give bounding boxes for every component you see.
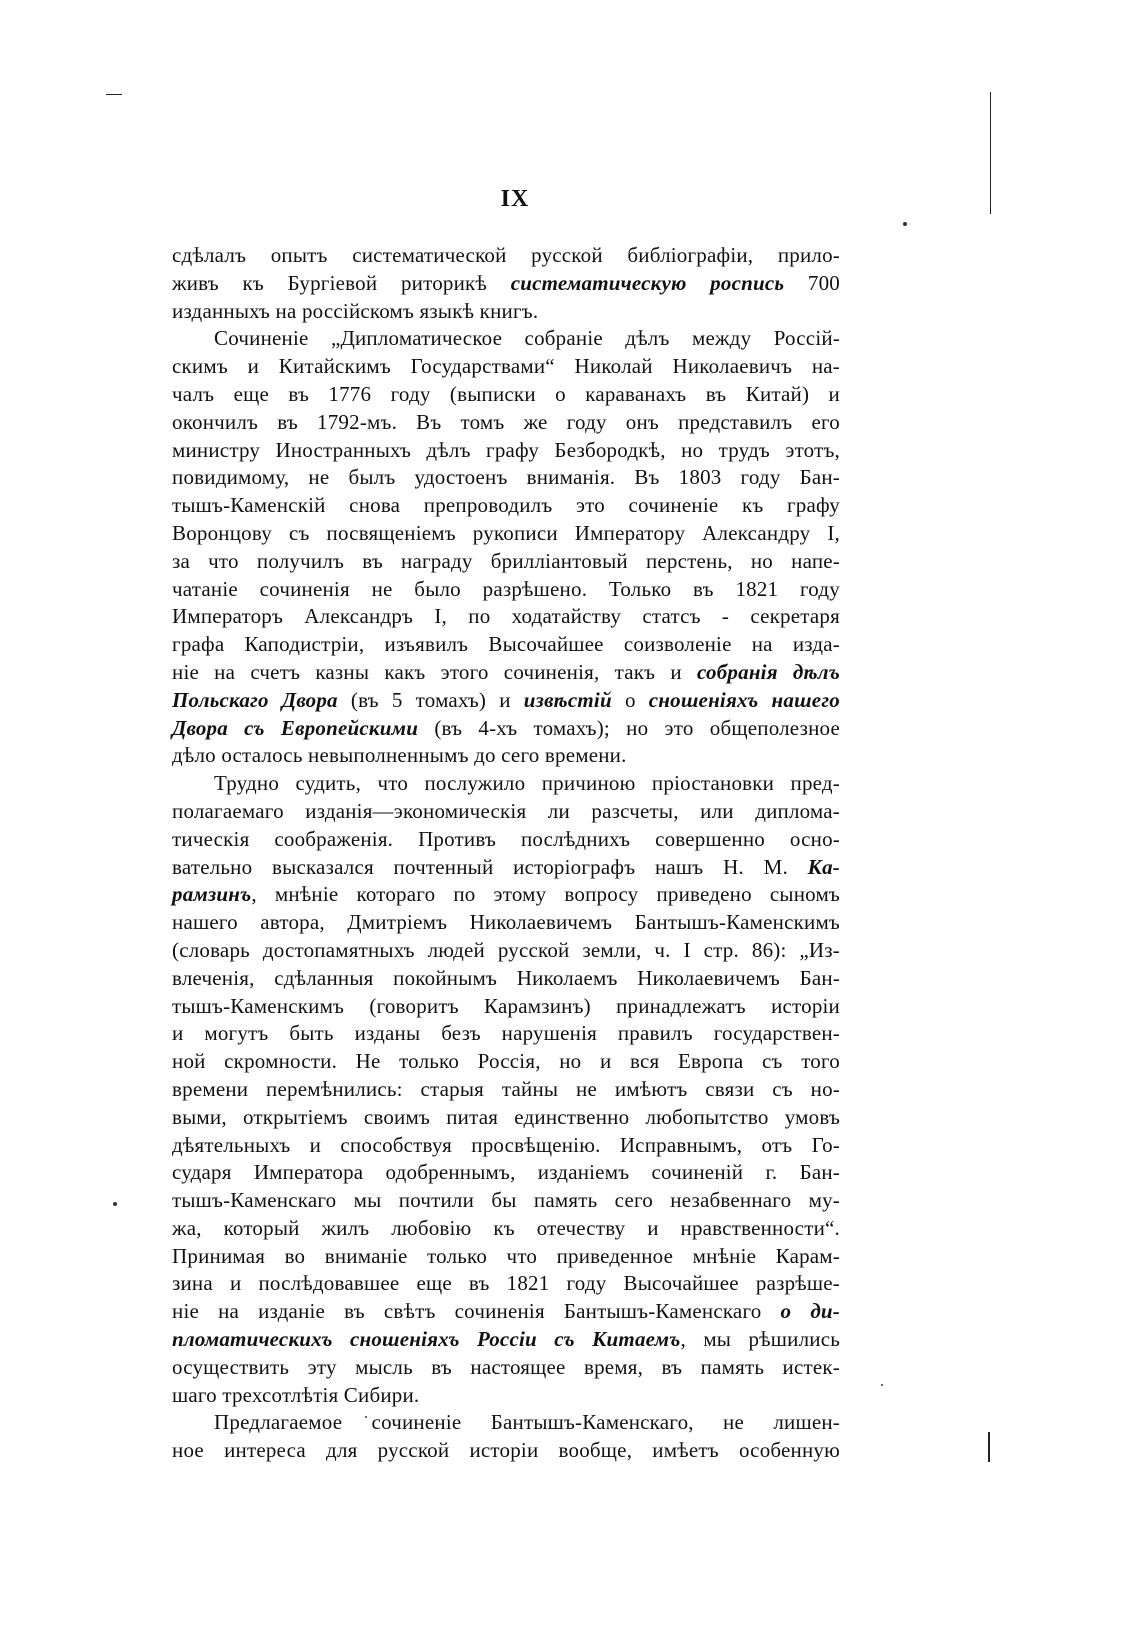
page-number: IX: [500, 186, 530, 212]
italic-phrase: рамзинъ: [172, 882, 252, 907]
text-line: [172, 1326, 840, 1354]
italic-phrase: извѣстій: [523, 687, 612, 712]
text-line: влеченія, сдѣланныя покойнымъ Николаемъ Николаевичемъ Бан-: [172, 965, 840, 990]
scan-edge-line-right-bottom: [988, 1432, 990, 1462]
text-line: [172, 1298, 840, 1326]
text-line: [172, 687, 840, 715]
text-line: Предлагаемое сочиненіе Бантышъ-Каменскаго, не лишен-: [214, 1410, 840, 1435]
text-line: изданныхъ на россійскомъ языкѣ книгъ.: [172, 298, 539, 323]
text-line: шаго трехсотлѣтія Сибири.: [172, 1382, 420, 1407]
text-run: живъ къ Бургіевой риторикѣ: [172, 270, 511, 295]
text-line: Сочиненіе „Дипломатическое собраніе дѣлъ между Россій-: [214, 326, 840, 351]
text-line: (словарь достопамятныхъ людей русской земли, ч. I стр. 86): „Из-: [172, 937, 840, 962]
italic-phrase: сношеніяхъ нашего: [648, 687, 840, 712]
text-line: [172, 854, 840, 882]
text-line: ное интереса для русской исторіи вообще, имѣетъ особенную: [172, 1438, 840, 1463]
text-line: тическія соображенія. Противъ послѣднихъ совершенно осно-: [172, 826, 840, 851]
text-run: 700: [784, 270, 840, 295]
text-line: окончилъ въ 1792-мъ. Въ томъ же году онъ представилъ его: [172, 409, 840, 434]
text-run: , мнѣніе котораго по этому вопросу приведено сыномъ: [251, 882, 840, 907]
italic-phrase: собранія дѣлъ: [697, 659, 840, 684]
body-text: [172, 242, 840, 1465]
text-line: скимъ и Китайскимъ Государствами“ Николай Николаевичъ на-: [172, 354, 840, 379]
text-line: жа, который жилъ любовію къ отечеству и нравственности“.: [172, 1215, 840, 1240]
text-line: зина и послѣдовавшее еще въ 1821 году Высочайшее разрѣше-: [172, 1271, 840, 1296]
text-line: нашего автора, Дмитріемъ Николаевичемъ Бантышъ-Каменскимъ: [172, 910, 840, 935]
text-line: времени перемѣнились: старыя тайны не имѣютъ связи съ но-: [172, 1076, 840, 1101]
text-line: дѣятельныхъ и способствуя просвѣщенію. Исправнымъ, отъ Го-: [172, 1132, 840, 1157]
italic-phrase: Польскаго Двора: [172, 687, 338, 712]
text-line: повидимому, не былъ удостоенъ вниманія. Въ 1803 году Бан-: [172, 465, 840, 490]
text-line: тышъ-Каменскимъ (говоритъ Карамзинъ) принадлежатъ исторіи: [172, 993, 840, 1018]
italic-phrase: Ка-: [807, 854, 840, 879]
text-line: выми, открытіемъ своимъ питая единственно любопытство умовъ: [172, 1104, 840, 1129]
text-run: ніе на счетъ казны какъ этого сочиненія, такъ и: [172, 659, 698, 684]
text-line: дѣло осталось невыполненнымъ до сего времени.: [172, 743, 627, 768]
text-line: ной скромности. Не только Россія, но и вся Европа съ того: [172, 1049, 840, 1074]
text-line: чалъ еще въ 1776 году (выписки о караванахъ въ Китай) и: [172, 381, 840, 406]
italic-phrase: Двора съ Европейскими: [172, 715, 419, 740]
text-line: министру Иностранныхъ дѣлъ графу Безбородкѣ, но трудъ этотъ,: [172, 437, 840, 462]
scan-speck: [903, 222, 907, 226]
text-line: Трудно судить, что послужило причиною пріостановки пред-: [214, 771, 840, 796]
text-line: полагаемаго изданія—экономическія ли разсчеты, или диплома-: [172, 798, 840, 823]
text-line: осуществить эту мысль въ настоящее время, въ память истек-: [172, 1354, 840, 1379]
scan-speck: [881, 1384, 883, 1386]
text-run: (въ 4-хъ томахъ); но это общеполезное: [418, 715, 840, 740]
italic-phrase: пломатическихъ сношеніяхъ Россіи съ Китаемъ: [172, 1327, 681, 1352]
italic-phrase: о ди-: [780, 1299, 841, 1324]
text-line: за что получилъ въ награду бриллiантовый перстень, но напе-: [172, 548, 840, 573]
text-line: сдѣлалъ опытъ систематической русской библіографіи, прило-: [172, 243, 840, 267]
text-run: ніе на изданіе въ свѣтъ сочиненія Бантышъ-Каменскаго: [172, 1299, 781, 1324]
text-line: тышъ-Каменскій снова препроводилъ это сочиненіе къ графу: [172, 493, 840, 518]
scan-margin-mark-top-left: [106, 94, 122, 95]
text-run: вательно высказался почтенный исторіографъ нашъ Н. М.: [172, 854, 808, 879]
text-line: Принимая во вниманіе только что приведенное мнѣніе Карам-: [172, 1243, 840, 1268]
text-line: [172, 715, 840, 743]
text-line: [172, 659, 840, 687]
text-line: сударя Императора одобреннымъ, изданіемъ сочиненій г. Бан-: [172, 1160, 840, 1185]
italic-phrase: систематическую роспись: [510, 270, 785, 295]
text-line: тышъ-Каменскаго мы почтили бы память сего незабвеннаго му-: [172, 1188, 840, 1213]
text-run: (въ 5 томахъ) и: [337, 687, 524, 712]
scan-speck: [113, 1202, 117, 1206]
text-line: Императоръ Александръ I, по ходатайству статсъ - секретаря: [172, 604, 840, 629]
text-run: , мы рѣшились: [680, 1327, 840, 1352]
text-line: графа Каподистріи, изъявилъ Высочайшее соизволеніе на изда-: [172, 632, 840, 657]
text-line: и могутъ быть изданы безъ нарушенія правилъ государствен-: [172, 1021, 840, 1046]
text-line: [172, 881, 840, 909]
text-line: чатаніе сочиненія не было разрѣшено. Только въ 1821 году: [172, 576, 840, 601]
text-line: Воронцову съ посвященіемъ рукописи Императору Александру I,: [172, 520, 840, 545]
text-line: [172, 270, 840, 298]
text-run: о: [611, 687, 649, 712]
